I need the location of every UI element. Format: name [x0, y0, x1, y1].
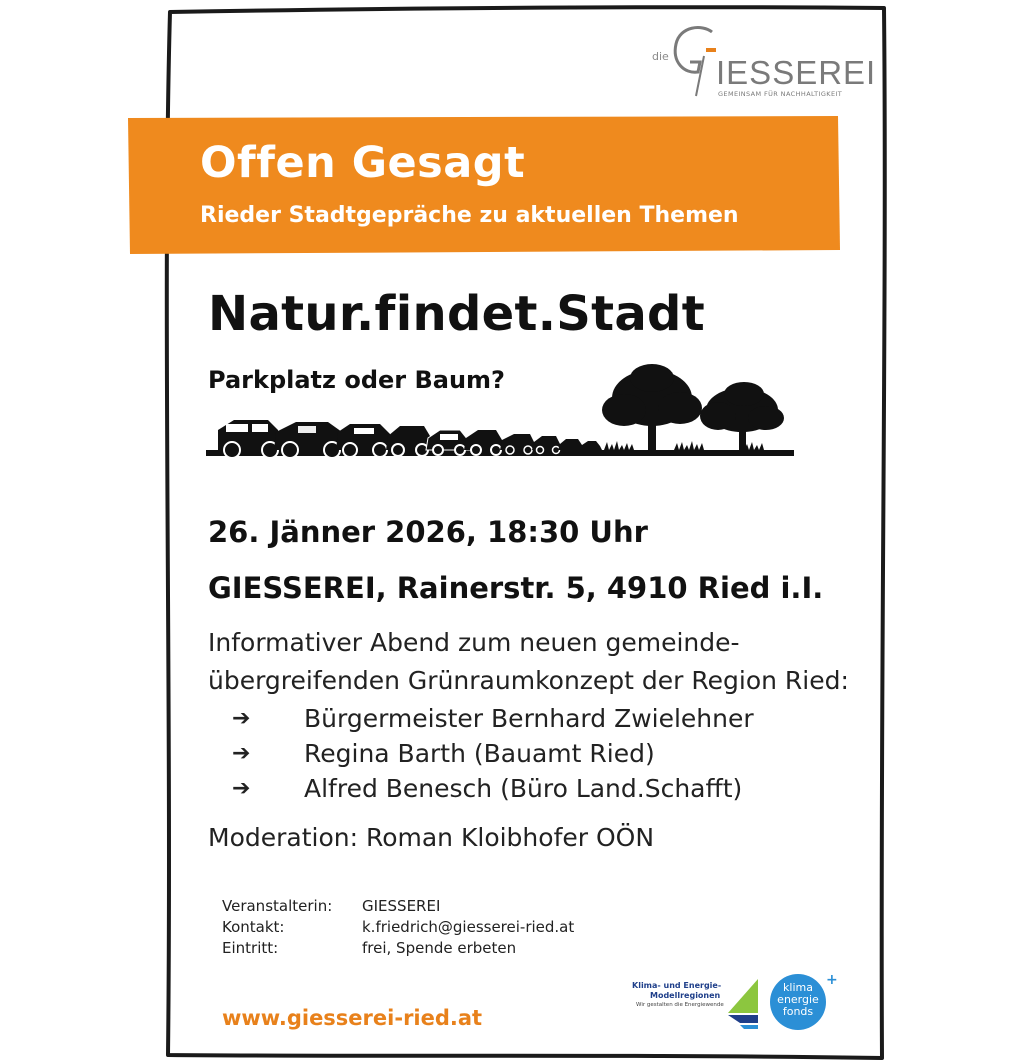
klima-energie-fonds-logo	[770, 974, 840, 1032]
moderation: Moderation: Roman Kloibhofer OÖN	[208, 823, 655, 852]
intro-line: Informativer Abend zum neuen gemeinde-	[208, 628, 740, 657]
info-value: frei, Spende erbeten	[362, 939, 517, 957]
logo-name: IESSEREI	[716, 54, 877, 91]
contact-email[interactable]: k.friedrich@giesserei-ried.at	[362, 918, 575, 936]
info-value: GIESSEREI	[362, 897, 441, 915]
event-intro	[208, 624, 868, 700]
tree-icon	[602, 364, 702, 450]
info-key: Veranstalterin:	[222, 897, 333, 915]
speaker-name: Bürgermeister Bernhard Zwielehner	[304, 704, 754, 733]
event-date: 26. Jänner 2026, 18:30 Uhr	[208, 515, 648, 549]
speaker-name: Alfred Benesch (Büro Land.Schafft)	[304, 774, 743, 803]
info-key: Eintritt:	[222, 939, 279, 957]
banner-title: Offen Gesagt	[200, 138, 526, 188]
arrow-right-icon: ➔	[232, 741, 251, 766]
car-icon	[558, 439, 584, 450]
kem-line2: Modellregionen	[650, 991, 721, 1000]
kem-line1: Klima- und Energie-	[632, 981, 722, 990]
kem-line3: Wir gestalten die Energiewende	[636, 1002, 724, 1008]
logo-tagline: GEMEINSAM FÜR NACHHALTIGKEIT	[718, 90, 843, 98]
event-question: Parkplatz oder Baum?	[208, 366, 505, 394]
event-title: Natur.findet.Stadt	[208, 286, 705, 342]
tree-icon	[700, 382, 784, 450]
fonds-line1: klima	[783, 981, 813, 994]
intro-line: übergreifenden Grünraumkonzept der Region Ried:	[208, 666, 849, 695]
fonds-line2: energie	[777, 993, 819, 1006]
info-key: Kontakt:	[222, 918, 285, 936]
event-location: GIESSEREI, Rainerstr. 5, 4910 Ried i.I.	[208, 571, 824, 605]
plus-icon: +	[826, 972, 838, 988]
logo-g-mark	[666, 22, 722, 98]
arrow-right-icon: ➔	[232, 776, 251, 801]
website-link[interactable]: www.giesserei-ried.at	[222, 1006, 483, 1030]
fonds-line3: fonds	[782, 1005, 814, 1018]
speaker-name: Regina Barth (Bauamt Ried)	[304, 739, 655, 768]
logo-prefix: die	[652, 50, 669, 63]
cars-and-trees-illustration	[204, 360, 804, 464]
banner-subtitle: Rieder Stadtgepräche zu aktuellen Themen	[200, 203, 739, 228]
giesserei-logo	[648, 22, 877, 102]
car-icon	[580, 441, 602, 450]
arrow-right-icon: ➔	[232, 706, 251, 731]
